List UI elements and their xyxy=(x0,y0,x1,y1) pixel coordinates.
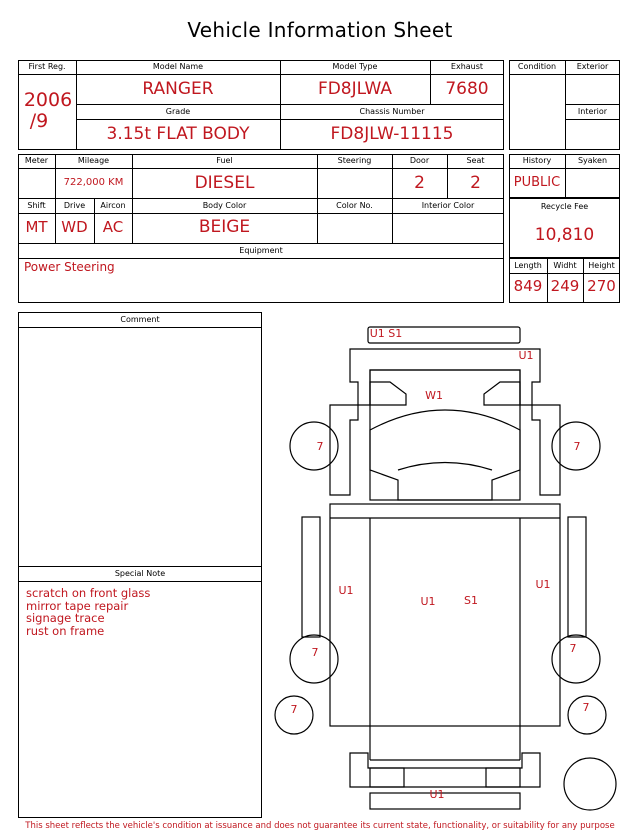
syaken-label: Syaken xyxy=(577,156,608,165)
model-name-label: Model Name xyxy=(152,62,204,71)
mark-side-right: U1 xyxy=(535,578,551,591)
comment-label: Comment xyxy=(120,315,160,324)
seat-value: 2 xyxy=(470,173,481,193)
mark-windshield: W1 xyxy=(425,389,443,402)
meter-label: Meter xyxy=(24,156,49,165)
seat-label: Seat xyxy=(466,156,485,165)
height-value: 270 xyxy=(587,277,616,295)
drive-label: Drive xyxy=(63,201,86,210)
mark-wheel-rear-left-2: 7 xyxy=(290,703,298,716)
mark-rear: U1 xyxy=(429,788,445,801)
exhaust-label: Exhaust xyxy=(450,62,484,71)
mark-bed-center: U1 xyxy=(420,595,436,608)
mark-wheel-front-right: 7 xyxy=(573,440,581,453)
history-label: History xyxy=(522,156,552,165)
special-note-item: signage trace xyxy=(26,611,105,625)
model-name-value: RANGER xyxy=(142,79,214,99)
shift-label: Shift xyxy=(27,201,46,210)
length-label: Length xyxy=(514,261,542,270)
mark-bed-center-2: S1 xyxy=(464,594,478,607)
mark-wheel-front-left: 7 xyxy=(316,440,324,453)
special-note-item: scratch on front glass xyxy=(26,586,151,600)
fuel-label: Fuel xyxy=(216,156,233,165)
chassis-number-label: Chassis Number xyxy=(359,107,425,116)
special-note-item: mirror tape repair xyxy=(26,598,129,613)
interior-color-label: Interior Color xyxy=(421,201,475,210)
drive-value: WD xyxy=(61,218,88,236)
equipment-label: Equipment xyxy=(239,246,283,255)
disclaimer-footer: This sheet reflects the vehicle's condition at issuance and does not guarantee its current state, functionality, or suitability for any purpose xyxy=(25,821,615,831)
aircon-label: Aircon xyxy=(100,201,126,210)
mark-front-bumper: U1 S1 xyxy=(369,327,403,340)
mileage-label: Mileage xyxy=(77,156,110,165)
door-label: Door xyxy=(409,156,430,165)
model-type-label: Model Type xyxy=(332,62,378,71)
width-label: Widht xyxy=(553,261,577,270)
special-note-label: Special Note xyxy=(114,569,166,578)
comment-box xyxy=(18,312,262,818)
door-value: 2 xyxy=(414,173,425,193)
page-title: Vehicle Information Sheet xyxy=(187,18,453,42)
special-note-item: rust on frame xyxy=(26,623,105,638)
equipment-value: Power Steering xyxy=(24,260,115,274)
width-value: 249 xyxy=(550,277,580,295)
mark-hood: U1 xyxy=(518,349,534,362)
first-reg-label: First Reg. xyxy=(28,62,66,71)
aircon-value: AC xyxy=(102,218,124,236)
mark-side-left: U1 xyxy=(338,584,354,597)
body-color-label: Body Color xyxy=(202,201,247,210)
recycle-fee-value: 10,810 xyxy=(534,225,595,245)
height-label: Height xyxy=(588,261,615,270)
mark-wheel-rear-right-2: 7 xyxy=(582,701,590,714)
special-note-list xyxy=(26,587,150,637)
model-type-value: FD8JLWA xyxy=(317,79,393,99)
body-color-value: BEIGE xyxy=(198,217,251,237)
mark-wheel-rear-right-1: 7 xyxy=(569,642,577,655)
first-reg-month: /9 xyxy=(29,110,49,132)
grade-label: Grade xyxy=(165,107,191,116)
grade-value: 3.15t FLAT BODY xyxy=(106,124,250,144)
exterior-label: Exterior xyxy=(576,62,609,71)
exhaust-value: 7680 xyxy=(445,79,489,99)
vehicle-damage-diagram xyxy=(270,320,620,820)
length-value: 849 xyxy=(513,277,543,295)
history-value: PUBLIC xyxy=(513,175,561,190)
mileage-value: 722,000 KM xyxy=(63,177,124,188)
fuel-value: DIESEL xyxy=(194,173,255,193)
shift-value: MT xyxy=(25,218,48,236)
first-reg-year: 2006 xyxy=(23,89,73,111)
recycle-fee-label: Recycle Fee xyxy=(540,202,589,211)
interior-label: Interior xyxy=(577,107,608,116)
steering-label: Steering xyxy=(337,156,372,165)
color-no-label: Color No. xyxy=(336,201,373,210)
condition-label: Condition xyxy=(517,62,557,71)
mark-wheel-rear-left-1: 7 xyxy=(311,646,319,659)
chassis-number-value: FD8JLW-11115 xyxy=(330,124,454,144)
